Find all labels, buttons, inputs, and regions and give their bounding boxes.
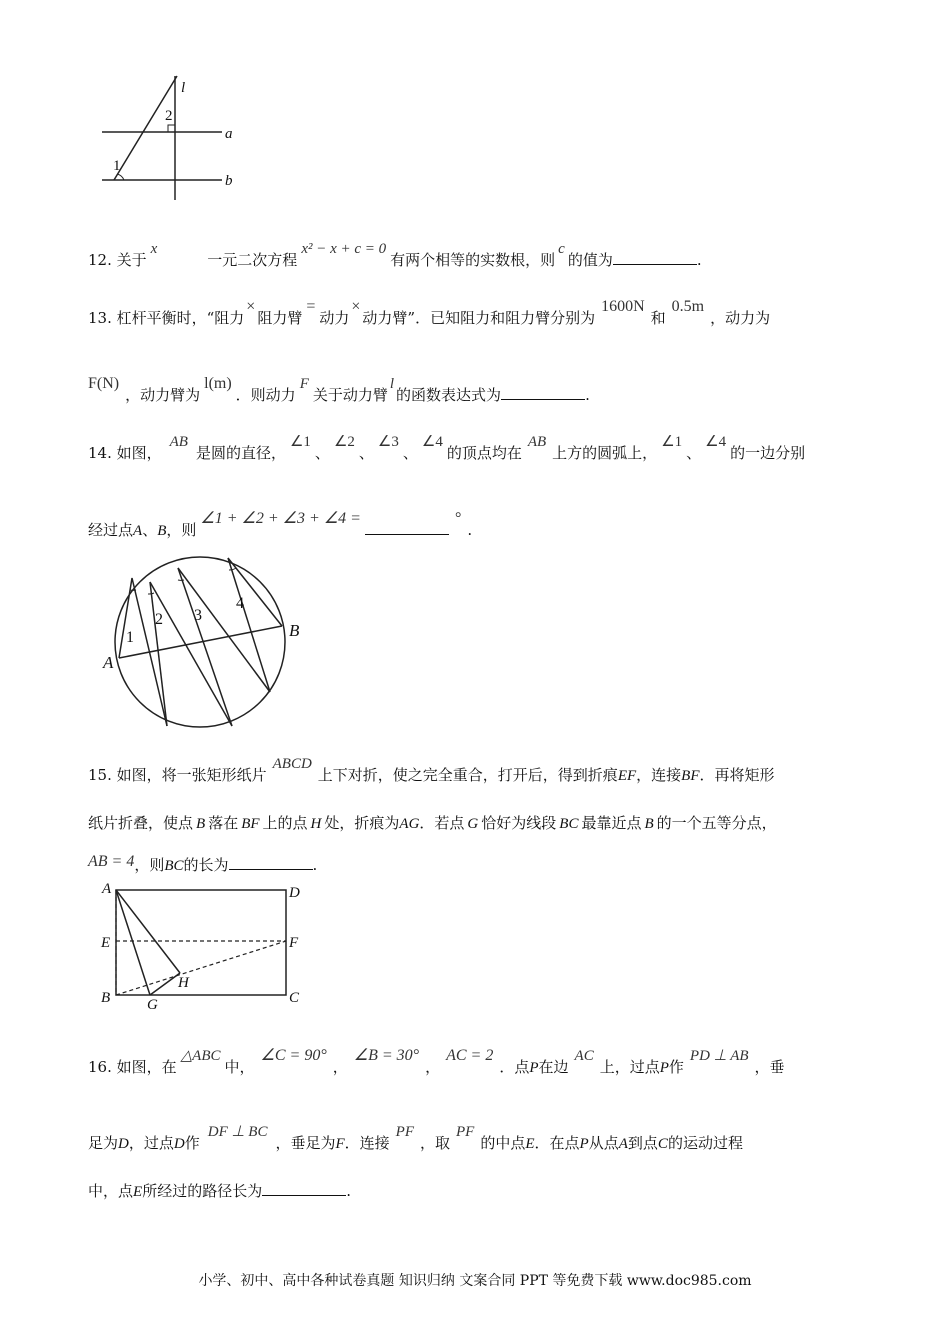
angle-label-3: 3 [194,607,202,624]
question-15-line3: AB = 4，则BC的长为 . [88,853,318,874]
angle-label-2: 2 [155,611,163,628]
question-15-line1: 15. 如图，将一张矩形纸片ABCD上下对折，使之完全重合，打开后，得到折痕EF，连接BF．再将矩形 [88,756,775,784]
point-label-E: E [101,935,111,951]
point-label-H: H [178,975,189,991]
figure-parallel-lines [0,0,950,210]
page-footer: 小学、初中、高中各种试卷真题 知识归纳 文案合同 PPT 等免费下载 www.doc985.com [198,1273,752,1289]
point-label-F: F [289,935,299,951]
point-label-B: B [289,621,300,640]
line-label-l: l [181,80,186,96]
angle-label-1: 1 [113,158,121,174]
figure-rectangle-fold [0,875,950,1015]
point-label-G: G [147,997,158,1013]
angle-label-2: 2 [165,108,173,124]
question-12: 12. 关于x一元二次方程x² − x + c = 0有两个相等的实数根，则c的值为 . [88,241,702,269]
figure-circle-angles [0,550,950,750]
point-label-C: C [289,990,300,1006]
line-label-a: a [225,126,233,142]
question-16-line1: 16. 如图，在△ABC中，∠C = 90°，∠B = 30°，AC = 2．点P在边AC上，过点P作PD ⊥ AB，垂 [88,1047,785,1076]
question-14-line1: 14. 如图，AB是圆的直径，∠1、∠2、∠3、∠4的顶点均在AB上方的圆弧上，∠1、∠4的一边分别 [88,434,806,462]
question-16-line2: 足为D，过点D作DF ⊥ BC，垂足为F．连接PF，取PF的中点E．在点P从点A到点C的运动过程 [88,1124,743,1152]
point-label-B: B [101,990,111,1006]
question-14-line2: 经过点A、B，则∠1 + ∠2 + ∠3 + ∠4 = °. [88,510,473,539]
question-15-line2: 纸片折叠，使点 B 落在 BF 上的点 H 处，折痕为AG．若点 G 恰好为线段 BC 最靠近点 B 的一个五等分点， [88,814,777,832]
point-label-D: D [289,885,300,901]
point-label-A: A [102,881,112,897]
line-label-b: b [225,173,233,189]
angle-label-4: 4 [236,595,244,612]
question-16-line3: 中，点E所经过的路径长为 . [88,1182,351,1200]
angle-label-1: 1 [126,629,134,646]
question-13-line2: F(N)，动力臂为l(m)．则动力F关于动力臂l的函数表达式为 . [88,375,590,404]
question-13-line1: 13. 杠杆平衡时，“阻力×阻力臂=动力×动力臂”．已知阻力和阻力臂分别为1600N和0.5m，动力为 [88,298,771,327]
point-label-A: A [103,653,114,672]
